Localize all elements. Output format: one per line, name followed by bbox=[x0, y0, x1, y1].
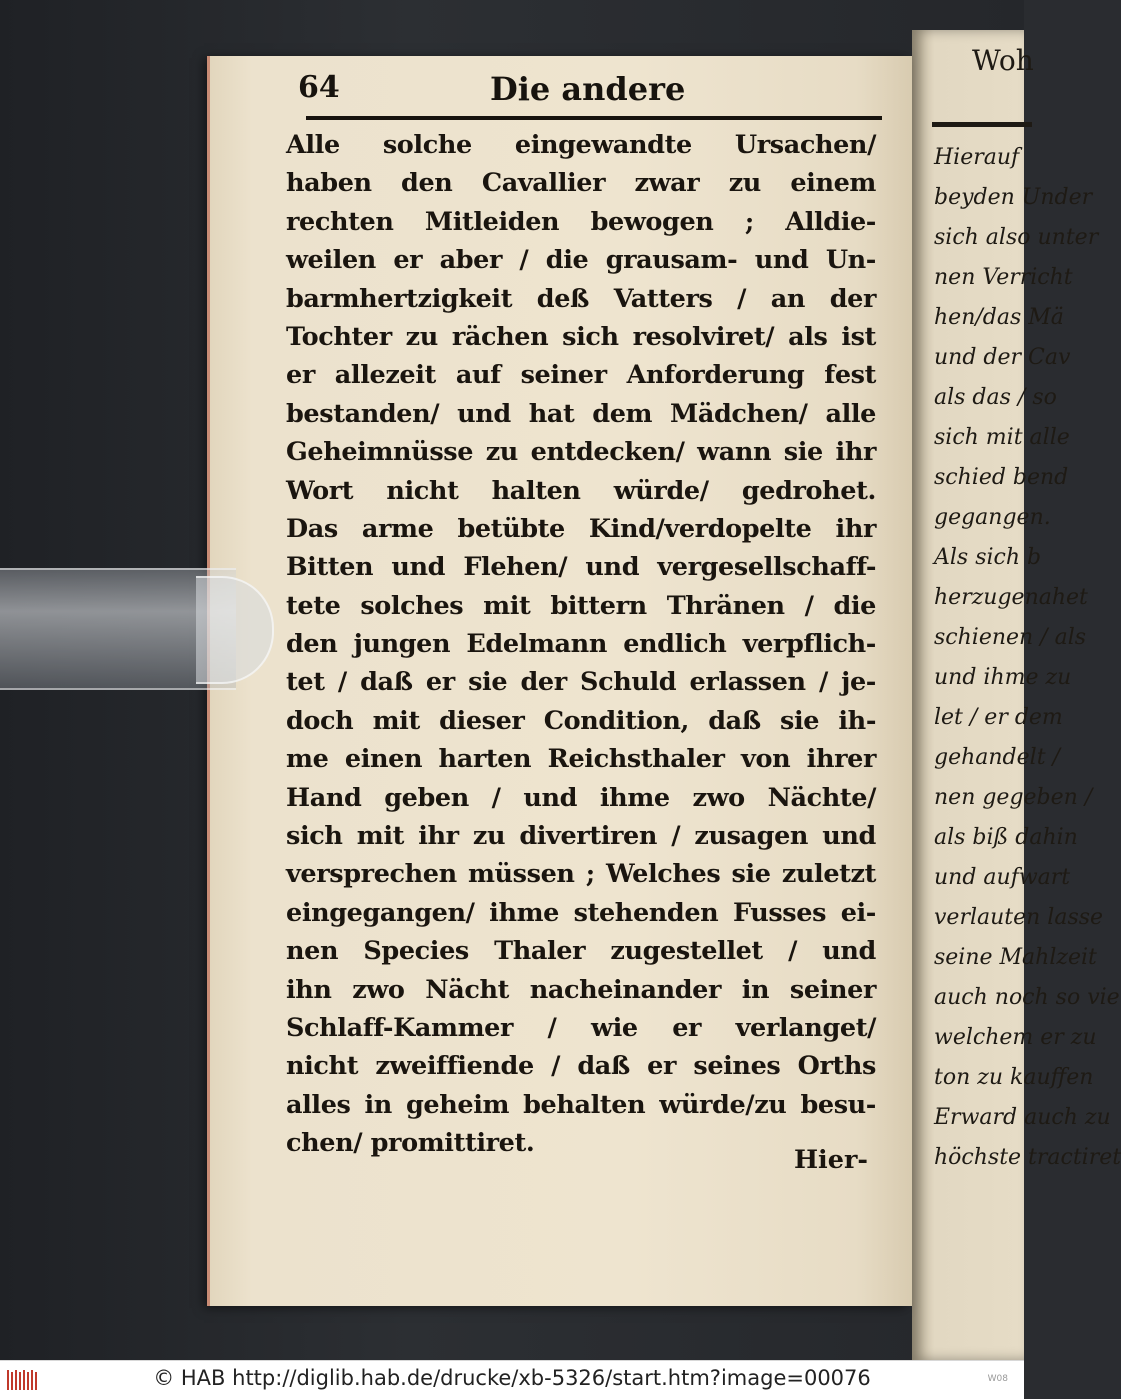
text-line: Hand geben / und ihme zwo Nächte/ bbox=[286, 782, 876, 813]
facing-text-line: sich mit alle bbox=[934, 425, 1070, 450]
facing-text-line: und der Cav bbox=[934, 345, 1071, 370]
facing-text-line: hen/das Mä bbox=[934, 305, 1064, 330]
holder-strip-tip bbox=[196, 576, 274, 684]
facing-text-line: Hierauf bbox=[934, 145, 1020, 170]
facing-text-line: als biß dahin bbox=[934, 825, 1078, 850]
facing-text-line: höchste tractiret bbox=[934, 1145, 1121, 1170]
facing-text-line: herzugenahet bbox=[934, 585, 1088, 610]
text-line: chen/ promittiret. bbox=[286, 1128, 535, 1159]
text-line: me einen harten Reichsthaler von ihrer bbox=[286, 744, 876, 775]
footer-tag: W08 bbox=[987, 1374, 1008, 1384]
facing-text-line: und aufwart bbox=[934, 865, 1071, 890]
facing-text-line: gegangen. bbox=[934, 505, 1051, 530]
facing-text-line: nen Verricht bbox=[934, 265, 1073, 290]
facing-text-line: auch noch so vie bbox=[934, 985, 1120, 1010]
text-line: bestanden/ und hat dem Mädchen/ alle bbox=[286, 398, 876, 429]
facing-text-line: verlauten lasse bbox=[934, 905, 1104, 930]
text-line: Geheimnüsse zu entdecken/ wann sie ihr bbox=[286, 437, 876, 468]
text-line: Das arme betübte Kind/verdopelte ihr bbox=[286, 513, 876, 544]
head-rule bbox=[306, 116, 882, 120]
facing-head-rule bbox=[932, 122, 1032, 127]
facing-text-line: beyden Under bbox=[934, 185, 1093, 210]
text-line: tete solches mit bittern Thränen / die bbox=[286, 590, 876, 621]
text-line: weilen er aber / die grausam- und Un- bbox=[286, 245, 876, 276]
facing-text-line: als das / so bbox=[934, 385, 1057, 410]
text-line: den jungen Edelmann endlich verpflich- bbox=[286, 629, 876, 660]
facing-text-line: let / er dem bbox=[934, 705, 1063, 730]
text-line: versprechen müssen ; Welches sie zuletzt bbox=[286, 859, 876, 890]
facing-text-line: sich also unter bbox=[934, 225, 1099, 250]
footer-bar bbox=[0, 1360, 1024, 1399]
page-number: 64 bbox=[298, 70, 340, 105]
facing-page bbox=[912, 30, 1121, 1360]
text-line: alles in geheim behalten würde/zu besu- bbox=[286, 1089, 876, 1120]
text-line: nen Species Thaler zugestellet / und bbox=[286, 936, 876, 967]
text-line: Tochter zu rächen sich resolviret/ als ist bbox=[286, 321, 876, 352]
text-line: haben den Cavallier zwar zu einem bbox=[286, 168, 876, 199]
text-line: barmhertzigkeit deß Vatters / an der bbox=[286, 283, 876, 314]
facing-text-line: ton zu kauffen bbox=[934, 1065, 1094, 1090]
text-line: doch mit dieser Condition, daß sie ih- bbox=[286, 705, 876, 736]
text-line: tet / daß er sie der Schuld erlassen / je- bbox=[286, 667, 876, 698]
facing-text-line: Erward auch zu bbox=[934, 1105, 1111, 1130]
text-line: eingegangen/ ihme stehenden Fusses ei- bbox=[286, 897, 876, 928]
text-line: ihn zwo Nächt nacheinander in seiner bbox=[286, 974, 876, 1005]
page-holder-strip bbox=[0, 536, 272, 718]
text-line: Wort nicht halten würde/ gedrohet. bbox=[286, 475, 876, 506]
text-line: nicht zweiffiende / daß er seines Orths bbox=[286, 1051, 876, 1082]
facing-text-line: nen gegeben / bbox=[934, 785, 1093, 810]
text-line: rechten Mitleiden bewogen ; Alldie- bbox=[286, 206, 876, 237]
catchword: Hier- bbox=[793, 1145, 868, 1175]
facing-text-line: welchem er zu bbox=[934, 1025, 1097, 1050]
facing-text-line: Als sich b bbox=[934, 545, 1042, 570]
facing-text-line: seine Mahlzeit bbox=[934, 945, 1097, 970]
facing-text-line: schienen / als bbox=[934, 625, 1087, 650]
text-line: Alle solche eingewandte Ursachen/ bbox=[286, 130, 876, 160]
text-line: Bitten und Flehen/ und vergesellschaff- bbox=[286, 552, 876, 583]
footer-attribution-link[interactable]: © HAB http://diglib.hab.de/drucke/xb-5326/start.htm?image=00076 bbox=[153, 1366, 871, 1390]
facing-text-line: gehandelt / bbox=[934, 745, 1060, 770]
text-line: sich mit ihr zu divertiren / zusagen und bbox=[286, 821, 876, 852]
facing-text-line: und ihme zu bbox=[934, 665, 1072, 690]
book-page bbox=[210, 56, 912, 1306]
facing-running-head: Woh bbox=[972, 44, 1034, 77]
body-text bbox=[286, 126, 876, 1163]
text-line: Schlaff-Kammer / wie er verlanget/ bbox=[286, 1012, 876, 1043]
facing-text-block bbox=[934, 138, 1121, 1178]
text-line: er allezeit auf seiner Anforderung fest bbox=[286, 360, 876, 391]
running-head: Die andere bbox=[490, 70, 686, 108]
facing-text-line: schied bend bbox=[934, 465, 1069, 490]
